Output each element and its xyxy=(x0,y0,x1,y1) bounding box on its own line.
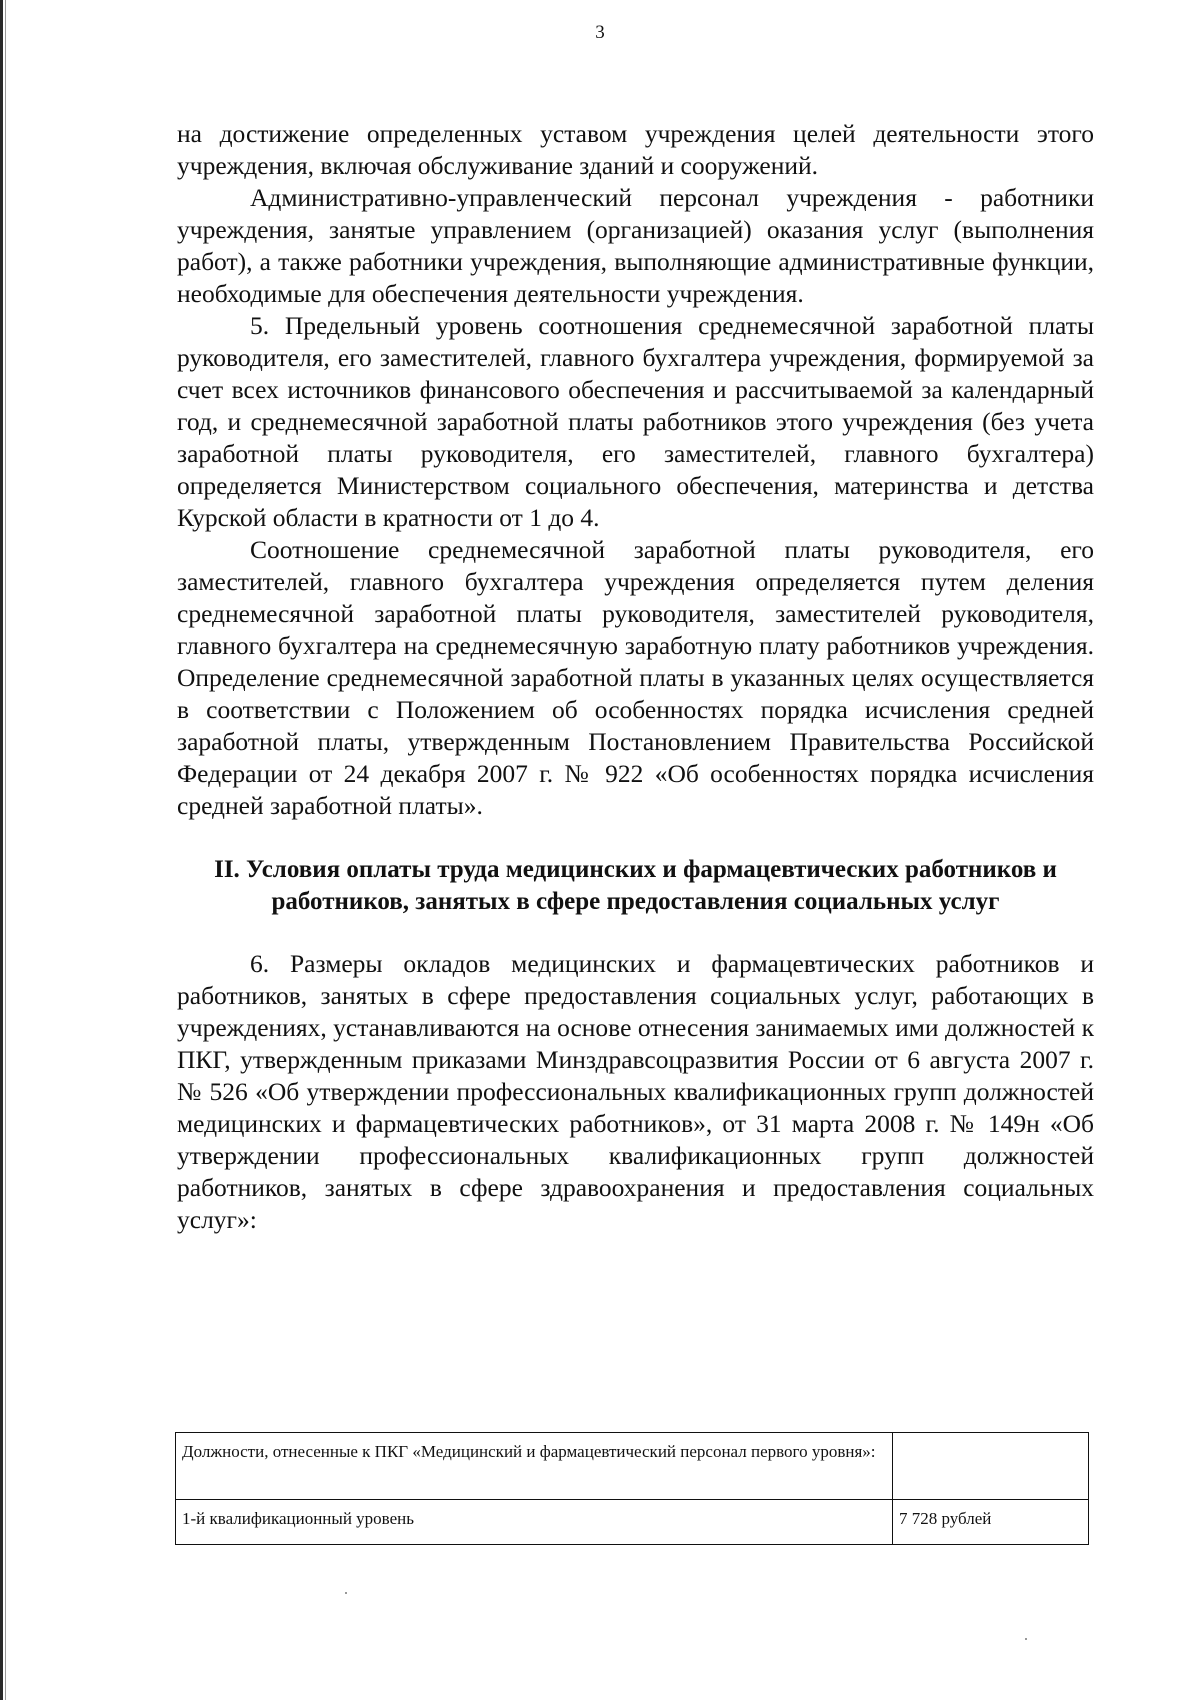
scan-speck xyxy=(1025,1638,1027,1640)
table-cell-salary xyxy=(893,1433,1089,1500)
salary-table xyxy=(175,1432,1089,1545)
paragraph-6-salary-sizes: 6. Размеры окладов медицинских и фармацевтических работников и работников, занятых в сфере предоставления социальных услуг, работающих в учреждениях, устанавливаются на основе отнесения занимаемых ими должностей к ПКГ, утвержденным приказами Минздравсоцразвития России от 6 августа 2007 г. № 526 «Об утверждении профессиональных квалификационных групп должностей медицинских и фармацевтических работников», от 31 марта 2008 г. № 149н «Об утверждении профессиональных квалификационных групп должностей работников, занятых в сфере здравоохранения и предоставления социальных услуг»: xyxy=(177,949,1094,1234)
paragraph-admin-staff: Административно-управленческий персонал учреждения - работники учреждения, занятые управлением (организацией) оказания услуг (выполнения работ), а также работники учреждения, выполняющие административные функции, необходимые для обеспечения деятельности учреждения. xyxy=(177,183,1094,308)
paragraph-continuation: на достижение определенных уставом учреждения целей деятельности этого учреждения, включая обслуживание зданий и сооружений. xyxy=(177,119,1094,180)
scan-edge-line xyxy=(5,0,6,1700)
table-cell-salary: 7 728 рублей xyxy=(893,1500,1089,1545)
section-heading: II. Условия оплаты труда медицинских и фармацевтических работников и работников, занятых в сфере предоставления социальных услуг xyxy=(214,856,1057,915)
page-number: 3 xyxy=(595,22,605,43)
table-cell-position: 1-й квалификационный уровень xyxy=(176,1500,893,1545)
paragraph-ratio-calculation: Соотношение среднемесячной заработной платы руководителя, его заместителей, главного бухгалтера учреждения определяется путем деления среднемесячной заработной платы руководителя, заместителей руководителя, главного бухгалтера на среднемесячную заработную плату работников учреждения. Определение среднемесячной заработной платы в указанных целях осуществляется в соответствии с Положением об особенностях порядка исчисления средней заработной платы, утвержденным Постановлением Правительства Российской Федерации от 24 декабря 2007 г. № 922 «Об особенностях порядка исчисления средней заработной платы». xyxy=(177,535,1094,820)
scan-speck xyxy=(345,1592,347,1594)
table-cell-position: Должности, отнесенные к ПКГ «Медицинский и фармацевтический персонал первого уровня»: xyxy=(176,1433,893,1500)
document-body xyxy=(177,118,1094,1236)
paragraph-5-salary-ratio: 5. Предельный уровень соотношения среднемесячной заработной платы руководителя, его заместителей, главного бухгалтера учреждения, формируемой за счет всех источников финансового обеспечения и рассчитываемой за календарный год, и среднемесячной заработной платы работников этого учреждения (без учета заработной платы руководителя, его заместителей, главного бухгалтера) определяется Министерством социального обеспечения, материнства и детства Курской области в кратности от 1 до 4. xyxy=(177,311,1094,532)
spacer xyxy=(177,918,1094,948)
table-row xyxy=(176,1433,1089,1500)
table-row xyxy=(176,1500,1089,1545)
scan-edge-shadow xyxy=(0,0,3,1700)
